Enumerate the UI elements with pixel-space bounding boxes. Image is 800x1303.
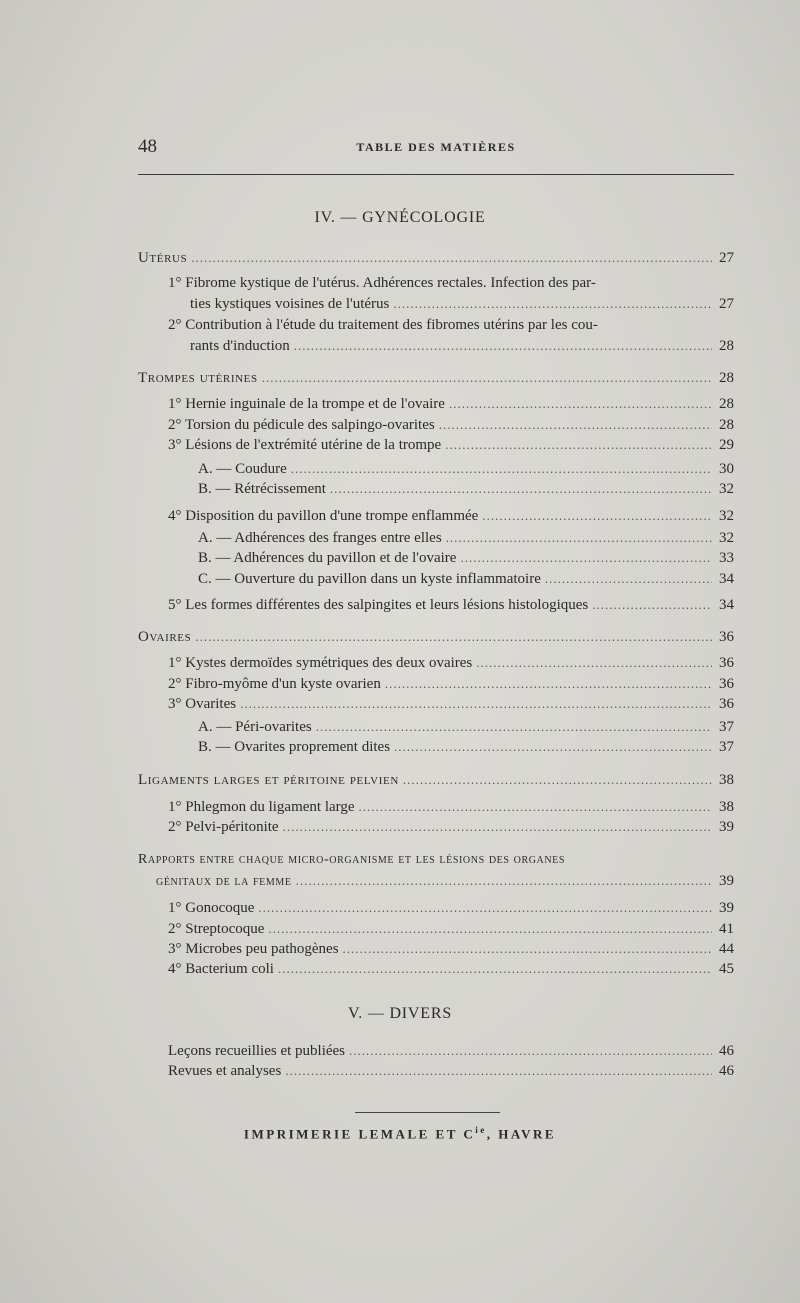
toc-entry-continued[interactable]: 1° Fibrome kystique de l'utérus. Adhérences rectales. Infection des par-: [168, 275, 596, 291]
printer-imprint: [0, 1125, 800, 1142]
entry-text: 4° Disposition du pavillon d'une trompe enflammée: [168, 508, 479, 524]
toc-entry[interactable]: [190, 296, 734, 313]
entry-page: 39: [719, 900, 734, 916]
entry-page: 39: [719, 873, 734, 889]
toc-entry[interactable]: [190, 338, 734, 355]
entry-text: 3° Lésions de l'extrémité utérine de la trompe: [168, 437, 442, 453]
entry-page: 36: [719, 629, 734, 645]
toc-entry[interactable]: [198, 571, 734, 588]
entry-text: B. — Ovarites proprement dites: [198, 739, 391, 755]
toc-entry[interactable]: [168, 941, 734, 958]
entry-page: 45: [719, 961, 734, 977]
entry-text: Revues et analyses: [168, 1063, 282, 1079]
toc-entry[interactable]: [168, 1063, 734, 1080]
entry-text: Ligaments larges et péritoine pelvien: [138, 772, 399, 788]
entry-text: C. — Ouverture du pavillon dans un kyste inflammatoire: [198, 571, 541, 587]
entry-page: 30: [719, 461, 734, 477]
entry-page: 39: [719, 819, 734, 835]
toc-entry[interactable]: [138, 370, 734, 387]
section-title-gynecologie: IV. — GYNÉCOLOGIE: [314, 209, 486, 226]
entry-page: 28: [719, 417, 734, 433]
entry-text: B. — Rétrécissement: [198, 481, 326, 497]
entry-text: Trompes utérines: [138, 370, 258, 386]
entry-page: 34: [719, 571, 734, 587]
toc-entry[interactable]: [156, 873, 734, 890]
toc-entry[interactable]: [168, 900, 734, 917]
entry-page: 36: [719, 655, 734, 671]
entry-text: Utérus: [138, 250, 188, 266]
entry-text: B. — Adhérences du pavillon et de l'ovaire: [198, 550, 457, 566]
printer-sup: ie: [475, 1125, 487, 1135]
toc-entry[interactable]: [198, 530, 734, 547]
toc-entry[interactable]: [168, 437, 734, 454]
entry-page: 46: [719, 1043, 734, 1059]
entry-page: 32: [719, 508, 734, 524]
printer-name: IMPRIMERIE LEMALE ET C: [243, 1126, 476, 1142]
entry-text: A. — Péri-ovarites: [198, 719, 312, 735]
entry-text: 1° Hernie inguinale de la trompe et de l'ovaire: [168, 396, 445, 412]
entry-text: 3° Microbes peu pathogènes: [168, 941, 339, 957]
entry-text: rants d'induction: [190, 338, 290, 354]
entry-text: 2° Streptocoque: [168, 921, 265, 937]
toc-entry[interactable]: [168, 676, 734, 693]
toc-entry[interactable]: [168, 961, 734, 978]
entry-text: A. — Coudure: [198, 461, 287, 477]
printer-city: , HAVRE: [486, 1126, 557, 1142]
toc-entry[interactable]: [198, 461, 734, 478]
entry-text: 2° Fibro-myôme d'un kyste ovarien: [168, 676, 381, 692]
entry-text: 2° Pelvi-péritonite: [168, 819, 279, 835]
toc-entry[interactable]: [198, 739, 734, 756]
entry-page: 41: [719, 921, 734, 937]
entry-text: ties kystiques voisines de l'utérus: [190, 296, 390, 312]
toc-entry[interactable]: [168, 921, 734, 938]
entry-page: 37: [719, 719, 734, 735]
entry-page: 27: [719, 296, 734, 312]
toc-entry[interactable]: [138, 629, 734, 646]
entry-page: 28: [719, 396, 734, 412]
entry-page: 33: [719, 550, 734, 566]
entry-text: Ovaires: [138, 629, 192, 645]
entry-text: génitaux de la femme: [156, 874, 292, 889]
entry-page: 46: [719, 1063, 734, 1079]
running-title: TABLE DES MATIÈRES: [356, 140, 516, 154]
entry-page: 38: [719, 799, 734, 815]
toc-entry[interactable]: [198, 481, 734, 498]
entry-page: 34: [719, 597, 734, 613]
entry-text: 1° Kystes dermoïdes symétriques des deux ovaires: [168, 655, 473, 671]
entry-text: A. — Adhérences des franges entre elles: [198, 530, 442, 546]
entry-page: 27: [719, 250, 734, 266]
toc-entry[interactable]: [198, 550, 734, 567]
toc-entry[interactable]: [168, 799, 734, 816]
entry-page: 36: [719, 676, 734, 692]
toc-entry[interactable]: [198, 719, 734, 736]
header-rule: [138, 174, 734, 175]
entry-page: 28: [719, 338, 734, 354]
toc-entry[interactable]: [168, 597, 734, 614]
entry-text: 3° Ovarites: [168, 696, 237, 712]
entry-text: 1° Phlegmon du ligament large: [168, 799, 355, 815]
entry-text: 4° Bacterium coli: [168, 961, 274, 977]
entry-page: 29: [719, 437, 734, 453]
entry-page: 38: [719, 772, 734, 788]
toc-entry[interactable]: [168, 696, 734, 713]
page-number: 48: [138, 136, 157, 157]
toc-entry[interactable]: [168, 508, 734, 525]
toc-entry[interactable]: [168, 819, 734, 836]
entry-page: 36: [719, 696, 734, 712]
entry-page: 44: [719, 941, 734, 957]
entry-text: 1° Gonocoque: [168, 900, 255, 916]
toc-entry-continued[interactable]: 2° Contribution à l'étude du traitement des fibromes utérins par les cou-: [168, 317, 598, 333]
entry-text: 5° Les formes différentes des salpingites et leurs lésions histologiques: [168, 597, 589, 613]
toc-entry-continued[interactable]: Rapports entre chaque micro-organisme et les lésions des organes: [138, 852, 566, 867]
toc-entry[interactable]: [168, 396, 734, 413]
entry-page: 28: [719, 370, 734, 386]
entry-page: 32: [719, 530, 734, 546]
entry-page: 37: [719, 739, 734, 755]
toc-entry[interactable]: [168, 417, 734, 434]
footer-rule: [355, 1112, 500, 1113]
toc-entry[interactable]: [138, 250, 734, 267]
entry-page: 32: [719, 481, 734, 497]
toc-entry[interactable]: [168, 1043, 734, 1060]
toc-entry[interactable]: [168, 655, 734, 672]
page-header: [138, 136, 734, 158]
section-title-divers: V. — DIVERS: [347, 1005, 453, 1022]
entry-text: Leçons recueillies et publiées: [168, 1043, 346, 1059]
entry-text: 2° Torsion du pédicule des salpingo-ovarites: [168, 417, 435, 433]
toc-entry[interactable]: [138, 772, 734, 789]
